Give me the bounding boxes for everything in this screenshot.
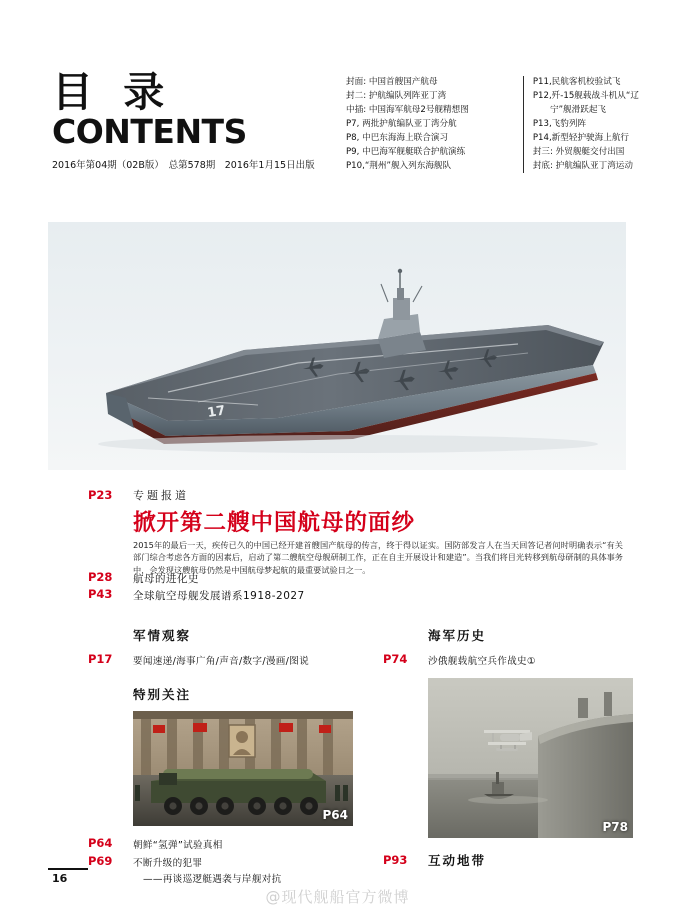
toc-entry: P9, 中巴海军舰艇联合护航演练	[346, 146, 466, 157]
section-heading-interactive-zone: 互动地带	[428, 853, 487, 868]
toc-entry: 中插: 中国海军航母2号舰精想图	[346, 104, 469, 115]
photo-page-tag: P78	[602, 820, 628, 834]
toc-entry: 封二: 护航编队列阵亚丁湾	[346, 90, 447, 101]
toc-entry: P12,歼-15舰载战斗机从“辽	[532, 90, 639, 101]
page-number[interactable]: P28	[88, 570, 113, 584]
page-number[interactable]: P43	[88, 587, 113, 601]
article-title[interactable]: 航母的进化史	[133, 573, 199, 585]
page-number[interactable]: P17	[88, 652, 113, 666]
feature-kicker: 专题报道	[133, 489, 189, 502]
column-right	[383, 626, 633, 869]
photo-seaplane-carrier	[428, 678, 633, 838]
toc-entry: 封底: 护航编队亚丁湾运动	[532, 160, 633, 171]
toc-entry: P11,民航客机校验试飞	[532, 77, 621, 87]
toc-columns	[346, 76, 675, 173]
article-title[interactable]: 沙俄舰载航空兵作战史①	[428, 656, 536, 667]
photo-missile-parade	[133, 711, 353, 826]
page-number[interactable]: P93	[383, 853, 408, 867]
list-item[interactable]	[88, 587, 628, 604]
toc-entry: P14,新型轻护驶海上航行	[532, 132, 630, 143]
page-number[interactable]: P64	[88, 836, 113, 850]
toc-entry: P8, 中巴东海海上联合演习	[346, 132, 449, 143]
feature-title[interactable]: 掀开第二艘中国航母的面纱	[133, 510, 416, 536]
parade-photo-illustration	[133, 711, 353, 826]
page-title-cn: 目 录	[52, 68, 173, 116]
article-subtitle: ——再谈巡逻艇遇袭与岸舰对抗	[143, 874, 282, 885]
mid-article-list	[88, 570, 628, 604]
section-heading-special-focus: 特别关注	[133, 687, 192, 702]
watermark: @现代舰船官方微博	[265, 888, 410, 906]
toc-entry: 封面: 中国首艘国产航母	[346, 77, 438, 87]
historic-photo-illustration	[428, 678, 633, 838]
title-block	[52, 68, 315, 171]
article-title[interactable]: 全球航空母舰发展谱系1918-2027	[133, 590, 305, 602]
article-title[interactable]: 朝鲜“氢弹”试验真相	[133, 840, 223, 851]
toc-column-left	[346, 76, 524, 173]
carrier-illustration	[48, 222, 626, 470]
issue-info: 2016年第04期（02B版） 总第578期 2016年1月15日出版	[52, 160, 315, 171]
section-heading-naval-history: 海军历史	[428, 628, 487, 643]
page-number-footer: 16	[52, 872, 68, 885]
page-header	[52, 68, 639, 184]
toc-entry: P7, 两批护航编队亚丁湾分航	[346, 118, 457, 129]
page-number[interactable]: P69	[88, 854, 113, 868]
hull-number: 17	[206, 403, 227, 421]
photo-page-tag: P64	[322, 808, 348, 822]
feature-body: 2015年的最后一天，疾传已久的中国已经开建首艘国产航母的传言，终于得以证实。国防部发言人在当天回答记者问时明确表示“有关部门综合考虑各方面的因素后，启动了第二艘航空母舰研制工作，正在自主开展设计和建造”。当我们将目光转移到航母研制的具体事务中，会发现这艘航母仍然是中国航母梦起航的最重要试验日之一。	[133, 540, 623, 575]
footer-divider	[48, 868, 88, 870]
toc-entry: P10,“荆州”舰入列东海舰队	[346, 160, 452, 171]
page-title-en: CONTENTS	[52, 112, 247, 151]
list-item[interactable]	[383, 651, 633, 669]
article-title[interactable]: 要闻速递/海事广角/声音/数字/漫画/图说	[133, 656, 309, 667]
hero-image-aircraft-carrier	[48, 222, 626, 470]
article-title[interactable]: 不断升级的犯罪	[133, 858, 203, 869]
column-left	[88, 626, 353, 887]
toc-entry: 封三: 外贸舰艇交付出国	[532, 146, 625, 157]
list-item	[133, 869, 353, 887]
toc-column-right	[524, 76, 675, 173]
page-number[interactable]: P74	[383, 652, 408, 666]
toc-entry: P13,飞豹列阵	[532, 118, 587, 129]
list-item[interactable]	[88, 835, 353, 853]
section-heading-military-watch: 军情观察	[133, 628, 192, 643]
list-item[interactable]	[88, 570, 628, 587]
feature-page-number[interactable]: P23	[88, 488, 113, 502]
list-item[interactable]	[88, 651, 353, 669]
toc-entry: 宁”舰滑跃起飞	[532, 104, 607, 115]
